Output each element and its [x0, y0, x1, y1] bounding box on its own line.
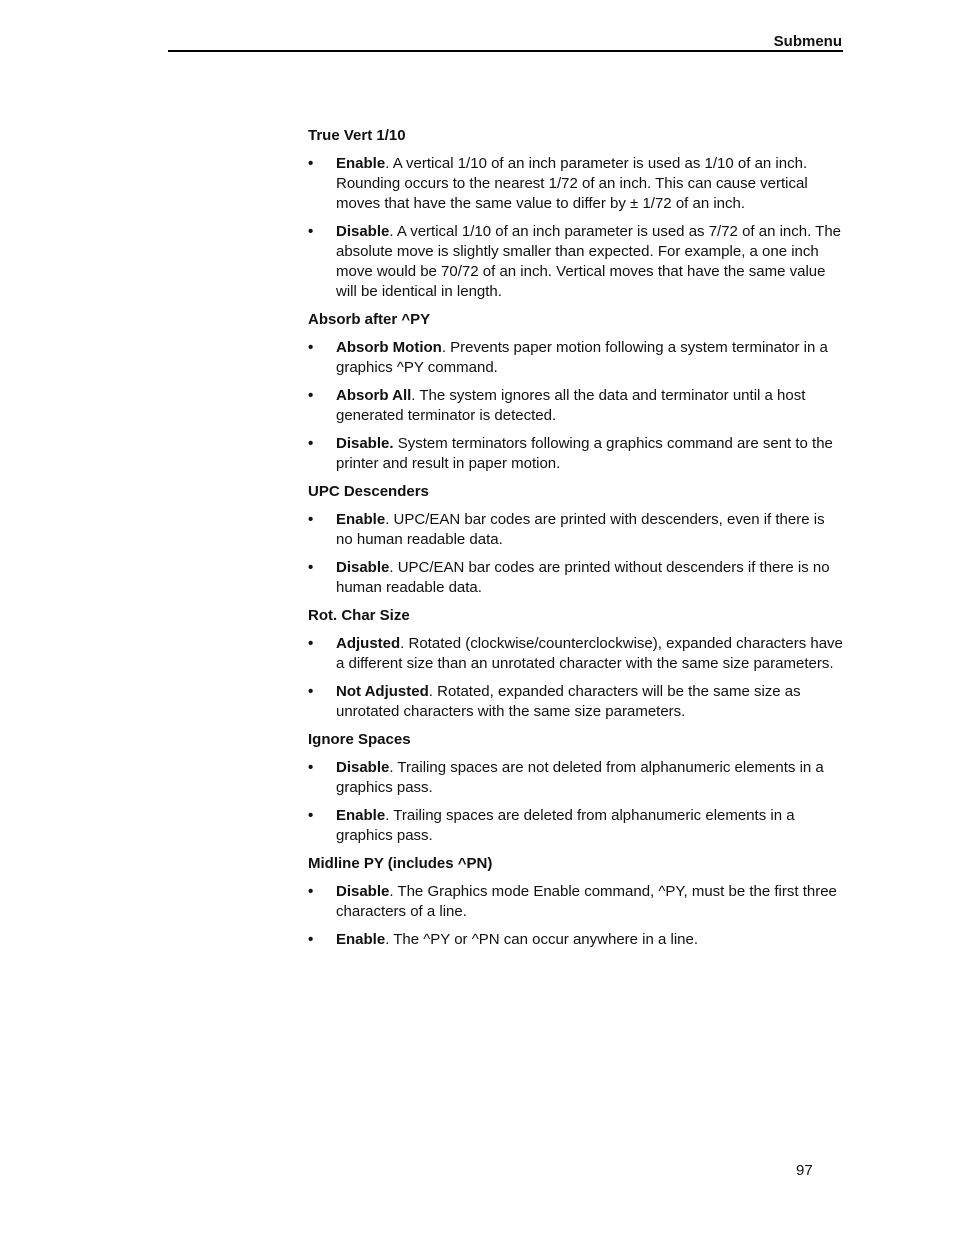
- list-item: [308, 882, 843, 922]
- list-item: [308, 154, 843, 214]
- list-item: [308, 222, 843, 302]
- option-description: . Trailing spaces are not deleted from alphanumeric elements in a graphics pass.: [336, 759, 824, 796]
- bullet-icon: •: [308, 635, 314, 652]
- section-ignore-spaces: [308, 730, 843, 846]
- section-title: True Vert 1/10: [308, 127, 406, 144]
- option-term: Not Adjusted: [336, 683, 429, 700]
- option-description: . The ^PY or ^PN can occur anywhere in a line.: [385, 931, 699, 948]
- bullet-icon: •: [308, 435, 314, 452]
- option-term: Disable: [336, 883, 390, 900]
- bullet-icon: •: [308, 511, 314, 528]
- option-description: . Rotated (clockwise/counterclockwise), expanded characters have a different size than an unrotated character with the same size parameters.: [336, 635, 843, 672]
- bullet-icon: •: [308, 807, 314, 824]
- section-title: Ignore Spaces: [308, 731, 411, 748]
- page-number: 97: [796, 1162, 813, 1179]
- option-list: [308, 634, 843, 722]
- section-true-vert: [308, 126, 843, 302]
- section-title: Absorb after ^PY: [308, 311, 431, 328]
- running-header: Submenu: [773, 33, 842, 50]
- section-midline-py: [308, 854, 843, 950]
- option-term: Absorb Motion: [336, 339, 442, 356]
- section-absorb-after-py: [308, 310, 843, 474]
- option-term: Absorb All: [336, 387, 412, 404]
- list-item: [308, 510, 843, 550]
- option-description: . A vertical 1/10 of an inch parameter is used as 7/72 of an inch. The absolute move is slightly smaller than expected. For example, a one inch move would be 70/72 of an inch. Vertical moves that have the same value will be identical in length.: [336, 223, 842, 300]
- option-list: [308, 338, 843, 474]
- bullet-icon: •: [308, 559, 314, 576]
- option-description: . UPC/EAN bar codes are printed with descenders, even if there is no human readable data.: [336, 511, 825, 548]
- option-description: . The system ignores all the data and terminator until a host generated terminator is detected.: [336, 387, 806, 424]
- option-term: Enable: [336, 511, 386, 528]
- list-item: [308, 386, 843, 426]
- section-title: Midline PY (includes ^PN): [308, 855, 493, 872]
- list-item: [308, 558, 843, 598]
- bullet-icon: •: [308, 387, 314, 404]
- option-description: . A vertical 1/10 of an inch parameter is used as 1/10 of an inch. Rounding occurs to the nearest 1/72 of an inch. This can cause vertical moves that have the same value to differ by ± 1/72 of an inch.: [336, 155, 808, 212]
- section-title: Rot. Char Size: [308, 607, 410, 624]
- option-description: . The Graphics mode Enable command, ^PY, must be the first three characters of a line.: [336, 883, 837, 920]
- option-list: [308, 882, 843, 950]
- option-term: Disable: [336, 559, 390, 576]
- list-item: [308, 758, 843, 798]
- option-list: [308, 510, 843, 598]
- document-body: [308, 126, 843, 958]
- list-item: [308, 338, 843, 378]
- section-upc-descenders: [308, 482, 843, 598]
- option-term: Adjusted: [336, 635, 401, 652]
- option-description: . UPC/EAN bar codes are printed without descenders if there is no human readable data.: [336, 559, 830, 596]
- section-rot-char-size: [308, 606, 843, 722]
- option-description: . Rotated, expanded characters will be the same size as unrotated characters with the same size parameters.: [336, 683, 801, 720]
- option-term: Enable: [336, 807, 386, 824]
- list-item: [308, 434, 843, 474]
- option-description: System terminators following a graphics command are sent to the printer and result in paper motion.: [336, 435, 833, 472]
- list-item: [308, 930, 843, 950]
- option-term: Disable.: [336, 435, 394, 452]
- bullet-icon: •: [308, 931, 314, 948]
- bullet-icon: •: [308, 155, 314, 172]
- option-description: . Trailing spaces are deleted from alphanumeric elements in a graphics pass.: [336, 807, 795, 844]
- bullet-icon: •: [308, 883, 314, 900]
- bullet-icon: •: [308, 759, 314, 776]
- list-item: [308, 682, 843, 722]
- option-description: . Prevents paper motion following a system terminator in a graphics ^PY command.: [336, 339, 828, 376]
- section-title: UPC Descenders: [308, 483, 429, 500]
- bullet-icon: •: [308, 223, 314, 240]
- option-term: Disable: [336, 759, 390, 776]
- bullet-icon: •: [308, 339, 314, 356]
- option-list: [308, 154, 843, 302]
- list-item: [308, 806, 843, 846]
- list-item: [308, 634, 843, 674]
- option-term: Disable: [336, 223, 390, 240]
- option-list: [308, 758, 843, 846]
- option-term: Enable: [336, 155, 386, 172]
- header-rule: [168, 50, 843, 52]
- bullet-icon: •: [308, 683, 314, 700]
- option-term: Enable: [336, 931, 386, 948]
